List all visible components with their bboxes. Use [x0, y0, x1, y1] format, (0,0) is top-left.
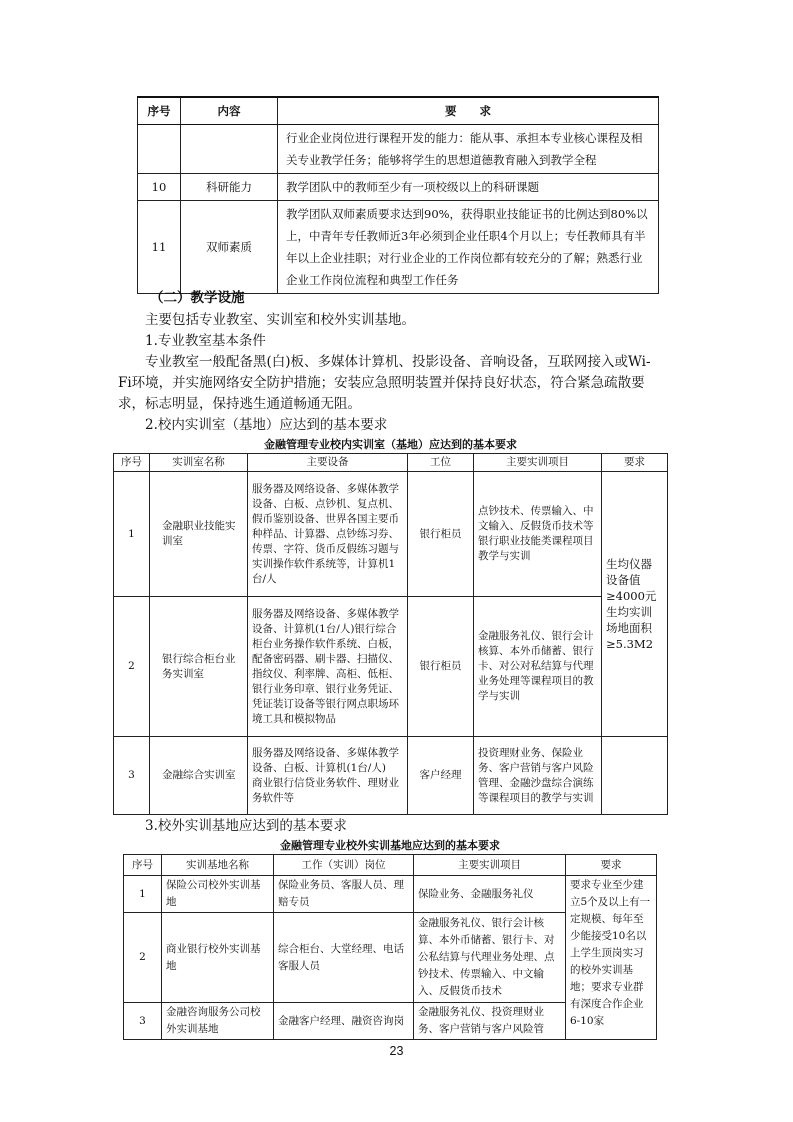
- cell-no: 11: [138, 201, 181, 294]
- cell-requirement: 行业企业岗位进行课程开发的能力：能从事、承担本专业核心课程及相关专业教学任务；能够将学生的思想道德教育融入到教学全程: [278, 125, 659, 174]
- subheading-onsite-lab: 2.校内实训室（基地）应达到的基本要求: [145, 417, 388, 433]
- cell-no: 2: [124, 913, 162, 1003]
- cell-post: 金融客户经理、融资咨询岗: [274, 1003, 414, 1040]
- subheading-offsite-base: 3.校外实训基地应达到的基本要求: [145, 818, 347, 834]
- cell-project: 点钞技术、传票输入、中文输入、反假货币技术等银行职业技能类课程项目教学与实训: [474, 472, 602, 597]
- header-no: 序号: [138, 97, 181, 125]
- cell-project: 金融服务礼仪、投资理财业务、客户营销与客户风险管: [414, 1003, 566, 1040]
- cell-content: 科研能力: [181, 174, 278, 201]
- header-project: 主要实训项目: [474, 454, 602, 472]
- offsite-base-caption: 金融管理专业校外实训基地应达到的基本要求: [280, 839, 500, 852]
- table-row: [124, 876, 657, 913]
- cell-lab-name: 银行综合柜台业务实训室: [150, 597, 248, 737]
- onsite-lab-caption: 金融管理专业校内实训室（基地）应达到的基本要求: [264, 438, 517, 451]
- table-header-row: [138, 97, 659, 125]
- cell-equipment: 服务器及网络设备、多媒体教学设备、白板、点钞机、复点机、假币鉴别设备、世界各国主要币种样品、计算器、点钞练习券、传票、字符、货币反假练习题与实训操作软件系统等，计算机1台/人: [248, 472, 408, 597]
- cell-content: [181, 125, 278, 174]
- table-row: [138, 174, 659, 201]
- header-requirement: 要求: [602, 454, 668, 472]
- cell-project: 保险业务、金融服务礼仪: [414, 876, 566, 913]
- cell-project: 金融服务礼仪、银行会计核算、本外币储蓄、银行卡、对公私结算与代理业务处理、点钞技术、传票输入、中文输入、反假货币技术: [414, 913, 566, 1003]
- table-row: [114, 472, 668, 597]
- subheading-classroom: 1.专业教室基本条件: [145, 333, 266, 349]
- header-post: 工作（实训）岗位: [274, 855, 414, 876]
- classroom-paragraph: 专业教室一般配备黑(白)板、多媒体计算机、投影设备、音响设备，互联网接入或Wi-Fi环境，并实施网络安全防护措施；安装应急照明装置并保持良好状态，符合紧急疏散要求，标志明显，保持逃生通道畅通无阻。: [118, 354, 651, 412]
- offsite-base-table: [123, 854, 657, 1040]
- header-station: 工位: [408, 454, 474, 472]
- cell-base-name: 商业银行校外实训基地: [162, 913, 274, 1003]
- cell-equipment: 服务器及网络设备、多媒体教学设备、白板、计算机(1台/人) 商业银行信贷业务软件、理财业务软件等: [248, 737, 408, 815]
- cell-no: 3: [114, 737, 150, 815]
- table-row: [114, 597, 668, 737]
- cell-lab-name: 金融综合实训室: [150, 737, 248, 815]
- cell-content: 双师素质: [181, 201, 278, 294]
- onsite-lab-table: [113, 453, 668, 815]
- cell-station: 客户经理: [408, 737, 474, 815]
- section-heading: （二）教学设施: [150, 290, 245, 306]
- cell-base-name: 金融咨询服务公司校外实训基地: [162, 1003, 274, 1040]
- cell-requirement: 生均仪器设备值≥4000元 生均实训场地面积≥5.3M2: [602, 472, 668, 737]
- cell-requirement: 教学团队中的教师至少有一项校级以上的科研课题: [278, 174, 659, 201]
- cell-post: 综合柜台、大堂经理、电话客服人员: [274, 913, 414, 1003]
- cell-requirement: 教学团队双师素质要求达到90%，获得职业技能证书的比例达到80%以上，中青年专任教师近3年必须到企业任职4个月以上；专任教师具有半年以上企业挂职；对行业企业的工作岗位都有较充分的了解；熟悉行业企业工作岗位流程和典型工作任务: [278, 201, 659, 294]
- cell-lab-name: 金融职业技能实训室: [150, 472, 248, 597]
- section-intro: 主要包括专业教室、实训室和校外实训基地。: [145, 312, 415, 328]
- header-content: 内容: [181, 97, 278, 125]
- header-project: 主要实训项目: [414, 855, 566, 876]
- header-no: 序号: [114, 454, 150, 472]
- cell-no: 10: [138, 174, 181, 201]
- page-number: 23: [389, 1044, 404, 1058]
- requirements-table-continued: [137, 96, 659, 294]
- header-requirement: 要求: [566, 855, 657, 876]
- header-no: 序号: [124, 855, 162, 876]
- cell-requirement-empty: [602, 737, 668, 815]
- cell-no: 1: [114, 472, 150, 597]
- table-header-row: [114, 454, 668, 472]
- header-lab-name: 实训室名称: [150, 454, 248, 472]
- cell-no: 3: [124, 1003, 162, 1040]
- table-row: [138, 201, 659, 294]
- cell-no: [138, 125, 181, 174]
- cell-equipment: 服务器及网络设备、多媒体教学设备、计算机(1台/人)银行综合柜台业务操作软件系统、白板，配备密码器、刷卡器、扫描仪、指纹仪、利率牌、高柜、低柜、银行业务印章、银行业务凭证、凭证装订设备等银行网点职场环境工具和模拟物品: [248, 597, 408, 737]
- cell-no: 2: [114, 597, 150, 737]
- cell-station: 银行柜员: [408, 472, 474, 597]
- header-base-name: 实训基地名称: [162, 855, 274, 876]
- header-requirement: 要 求: [278, 97, 659, 125]
- cell-project: 金融服务礼仪、银行会计核算、本外币储蓄、银行卡、对公对私结算与代理业务处理等课程项目的教学与实训: [474, 597, 602, 737]
- cell-base-name: 保险公司校外实训基地: [162, 876, 274, 913]
- header-equipment: 主要设备: [248, 454, 408, 472]
- cell-no: 1: [124, 876, 162, 913]
- table-row: [138, 125, 659, 174]
- table-row: [114, 737, 668, 815]
- cell-requirement: 要求专业至少建立5个及以上有一定规模、每年至少能接受10名以上学生顶岗实习的校外实训基地；要求专业群有深度合作企业6-10家: [566, 876, 657, 1040]
- cell-station: 银行柜员: [408, 597, 474, 737]
- cell-post: 保险业务员、客服人员、理赔专员: [274, 876, 414, 913]
- table-header-row: [124, 855, 657, 876]
- cell-project: 投资理财业务、保险业务、客户营销与客户风险管理、金融沙盘综合演练等课程项目的教学与实训: [474, 737, 602, 815]
